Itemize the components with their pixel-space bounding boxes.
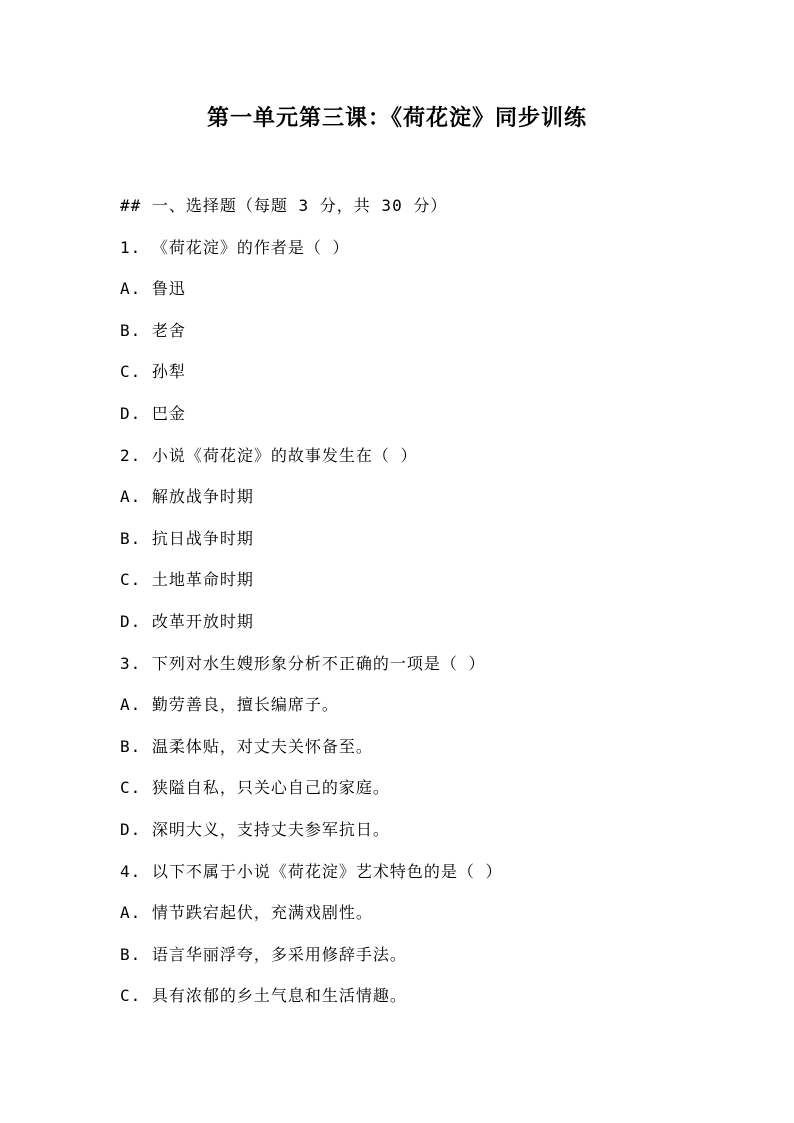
question-1-option-a: A. 鲁迅 bbox=[120, 279, 186, 299]
question-2-stem: 2. 小说《荷花淀》的故事发生在（ ） bbox=[120, 445, 418, 465]
question-1-option-d: D. 巴金 bbox=[120, 403, 186, 423]
question-3-option-b: B. 温柔体贴，对丈夫关怀备至。 bbox=[120, 736, 373, 756]
question-3-stem: 3. 下列对水生嫂形象分析不正确的一项是（ ） bbox=[120, 653, 486, 673]
question-4-option-c: C. 具有浓郁的乡土气息和生活情趣。 bbox=[120, 986, 407, 1006]
question-4-option-b: B. 语言华丽浮夸，多采用修辞手法。 bbox=[120, 944, 407, 964]
question-3-option-a: A. 勤劳善良，擅长编席子。 bbox=[120, 695, 339, 715]
document-body bbox=[120, 185, 740, 1017]
question-4-stem: 4. 以下不属于小说《荷花淀》艺术特色的是（ ） bbox=[120, 861, 503, 881]
question-3-option-d: D. 深明大义，支持丈夫参军抗日。 bbox=[120, 819, 390, 839]
question-2-option-d: D. 改革开放时期 bbox=[120, 611, 254, 631]
question-4-option-a: A. 情节跌宕起伏，充满戏剧性。 bbox=[120, 903, 373, 923]
section-heading: ## 一、选择题（每题 3 分，共 30 分） bbox=[120, 196, 448, 215]
question-2-option-b: B. 抗日战争时期 bbox=[120, 528, 254, 548]
question-1-option-c: C. 孙犁 bbox=[120, 362, 186, 382]
question-2-option-c: C. 土地革命时期 bbox=[120, 570, 254, 590]
question-2-option-a: A. 解放战争时期 bbox=[120, 487, 254, 507]
question-1-option-b: B. 老舍 bbox=[120, 320, 186, 340]
document-title: 第一单元第三课：《荷花淀》同步训练 bbox=[206, 105, 587, 131]
question-3-option-c: C. 狭隘自私，只关心自己的家庭。 bbox=[120, 778, 390, 798]
question-1-stem: 1. 《荷花淀》的作者是（ ） bbox=[120, 237, 350, 257]
